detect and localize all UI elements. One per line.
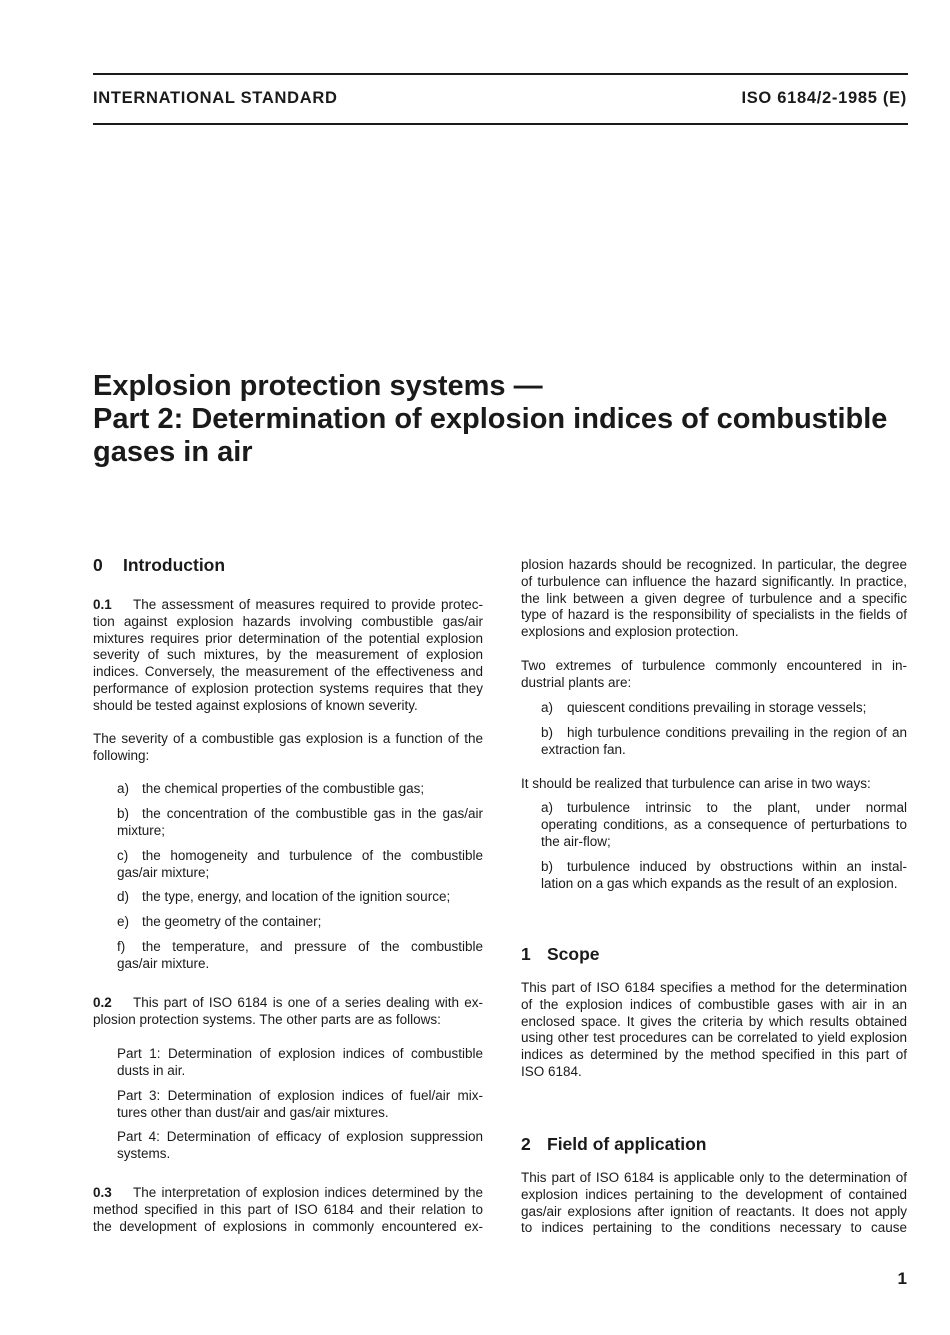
text-line (541, 817, 907, 834)
clause-number: 0.1 (93, 597, 112, 612)
text-line (93, 631, 483, 648)
line-text: The interpretation of explosion indices determined by the (133, 1185, 483, 1200)
line-text: Part 2: Determination of explosion indices of combustible (93, 403, 888, 435)
text-line (521, 1014, 907, 1031)
clause-0-3-continued (521, 557, 907, 641)
text-line (93, 995, 483, 1012)
text-line (117, 1088, 483, 1105)
line-text: quiescent conditions prevailing in storage vessels; (567, 700, 867, 715)
text-line (521, 1187, 907, 1204)
severity-factor-d (117, 889, 483, 906)
section-heading-field-of-application (521, 1134, 706, 1154)
line-text: Explosion protection systems — (93, 370, 543, 402)
header-rule-bottom (93, 123, 908, 126)
line-text: ISO 6184. (521, 1063, 582, 1079)
text-line (93, 436, 933, 469)
line-text: gas/air mixture. (117, 955, 210, 971)
line-text: should be tested against explosions of known severity. (93, 697, 418, 713)
line-text: the geometry of the container; (142, 914, 322, 929)
line-text: of the explosion indices of combustible gases with air in an (521, 996, 907, 1012)
turbulence-extreme-a (541, 700, 907, 717)
text-line (93, 614, 483, 631)
text-line (93, 731, 483, 748)
section-number: 1 (521, 944, 531, 964)
text-line (117, 956, 483, 973)
line-text: to indices pertaining to the conditions necessary to cause (521, 1220, 907, 1236)
severity-factor-b (117, 806, 483, 840)
part-reference-4 (117, 1129, 483, 1163)
line-text: severity of such mixtures, by the measurement of explosion (93, 647, 483, 663)
text-line (93, 1185, 483, 1202)
line-text: performance of explosion protection systems requires that they (93, 680, 483, 696)
text-line (521, 776, 907, 793)
turbulence-origins-paragraph (521, 776, 907, 793)
list-label: b) (117, 806, 130, 821)
line-text: The severity of a combustible gas explosion is a function of the (93, 731, 483, 746)
text-line (521, 574, 907, 591)
document-type: INTERNATIONAL STANDARD (93, 89, 338, 107)
text-line (521, 557, 907, 574)
text-line (521, 658, 907, 675)
line-text: plosion hazards should be recognized. In particular, the degree (521, 557, 907, 572)
section-title: Field of application (547, 1134, 707, 1154)
line-text: tures other than dust/air and gas/air mixtures. (117, 1104, 389, 1120)
line-text: method specified in this part of ISO 6184 and their relation to (93, 1201, 483, 1217)
severity-intro-paragraph (93, 731, 483, 765)
turbulence-extremes-paragraph (521, 658, 907, 692)
line-text: lation on a gas which expands as the result of an explosion. (541, 875, 898, 891)
text-line (117, 1046, 483, 1063)
section-heading-introduction (93, 555, 225, 575)
text-line (541, 876, 907, 893)
list-label: f) (117, 939, 126, 954)
list-label: a) (541, 800, 554, 815)
line-text: the concentration of the combustible gas in the gas/air (142, 806, 483, 821)
line-text: dusts in air. (117, 1062, 186, 1078)
text-line (93, 403, 933, 436)
text-line (521, 1047, 907, 1064)
line-text: explosion indices pertaining to the development of contained (521, 1186, 907, 1202)
text-line (117, 823, 483, 840)
scope-paragraph (521, 980, 907, 1081)
section-title: Scope (547, 944, 600, 964)
line-text: high turbulence conditions prevailing in the region of an (567, 725, 907, 740)
text-line (541, 725, 907, 742)
document-number: ISO 6184/2-1985 (E) (741, 89, 907, 107)
text-line (521, 1220, 907, 1237)
text-line (117, 889, 483, 906)
line-text: gases in air (93, 436, 253, 468)
line-text: dustrial plants are: (521, 674, 632, 690)
severity-factor-c (117, 848, 483, 882)
line-text: the development of explosions in commonly encountered ex- (93, 1218, 483, 1234)
text-line (117, 865, 483, 882)
text-line (117, 1146, 483, 1163)
text-line (521, 997, 907, 1014)
line-text: indices. Conversely, the measurement of the effectiveness and (93, 664, 483, 680)
clause-number: 0.3 (93, 1185, 112, 1200)
text-line (117, 1063, 483, 1080)
line-text: tion against explosion hazards involving combustible gas/air (93, 613, 483, 629)
text-line (117, 1129, 483, 1146)
line-text: the homogeneity and turbulence of the combustible (142, 848, 483, 863)
line-text: mixture; (117, 822, 166, 838)
clause-0-1-paragraph (93, 597, 483, 715)
line-text: the air-flow; (541, 833, 611, 849)
text-line (521, 624, 907, 641)
text-line (93, 664, 483, 681)
text-line (93, 370, 933, 403)
part-reference-3 (117, 1088, 483, 1122)
text-line (541, 700, 907, 717)
clause-0-3-paragraph (93, 1185, 483, 1235)
text-line (541, 859, 907, 876)
line-text: type of hazard is the responsibility of specialists in the fields of (521, 607, 907, 623)
line-text: extraction fan. (541, 741, 626, 757)
section-title: Introduction (123, 555, 226, 575)
text-line (117, 1105, 483, 1122)
text-line (93, 1219, 483, 1236)
severity-factor-e (117, 914, 483, 931)
part-reference-1 (117, 1046, 483, 1080)
line-text: Part 1: Determination of explosion indices of combustible (117, 1046, 483, 1061)
turbulence-origin-b (541, 859, 907, 893)
text-line (541, 742, 907, 759)
line-text: indices as determined by the method specified in this part of (521, 1047, 907, 1063)
text-line (521, 591, 907, 608)
line-text: following: (93, 747, 150, 763)
section-number: 0 (93, 555, 103, 575)
line-text: using other test procedures can be correlated to yield explosion (521, 1030, 907, 1046)
line-text: systems. (117, 1145, 171, 1161)
section-number: 2 (521, 1134, 531, 1154)
line-text: enclosed space. It gives the criteria by which results obtained (521, 1013, 907, 1029)
line-text: of turbulence can influence the hazard significantly. In practice, (521, 573, 907, 589)
line-text: the link between a given degree of turbulence and a specific (521, 590, 907, 606)
text-line (521, 980, 907, 997)
text-line (521, 1064, 907, 1081)
line-text: plosion protection systems. The other parts are as follows: (93, 1011, 441, 1027)
document-title (93, 370, 933, 469)
line-text: the type, energy, and location of the ignition source; (142, 889, 451, 904)
line-text: This part of ISO 6184 specifies a method for the determination (521, 980, 907, 995)
text-line (521, 1170, 907, 1187)
line-text: the temperature, and pressure of the combustible (142, 939, 483, 954)
clause-number: 0.2 (93, 995, 112, 1010)
text-line (93, 748, 483, 765)
line-text: gas/air mixture; (117, 864, 210, 880)
list-label: a) (117, 781, 130, 796)
line-text: turbulence intrinsic to the plant, under normal (567, 800, 907, 815)
list-label: a) (541, 700, 554, 715)
turbulence-extreme-b (541, 725, 907, 759)
list-label: c) (117, 848, 129, 863)
page-number: 1 (897, 1269, 907, 1288)
clause-0-2-paragraph (93, 995, 483, 1029)
text-line (93, 1012, 483, 1029)
text-line (93, 1202, 483, 1219)
line-text: The assessment of measures required to provide protec- (133, 597, 483, 612)
line-text: Part 3: Determination of explosion indices of fuel/air mix- (117, 1088, 483, 1103)
text-line (93, 647, 483, 664)
line-text: Part 4: Determination of efficacy of explosion suppression (117, 1129, 483, 1144)
text-line (93, 597, 483, 614)
line-text: mixtures requires prior determination of the potential explosion (93, 630, 483, 646)
list-label: b) (541, 859, 554, 874)
severity-factor-a (117, 781, 483, 798)
list-label: d) (117, 889, 130, 904)
text-line (541, 834, 907, 851)
line-text: explosions and explosion protection. (521, 624, 739, 640)
line-text: operating conditions, as a consequence of perturbations to (541, 816, 907, 832)
text-line (521, 1030, 907, 1047)
line-text: It should be realized that turbulence can arise in two ways: (521, 776, 871, 791)
text-line (117, 806, 483, 823)
text-line (521, 675, 907, 692)
text-line (521, 607, 907, 624)
text-line (521, 1204, 907, 1221)
turbulence-origin-a (541, 800, 907, 850)
line-text: the chemical properties of the combustible gas; (142, 781, 425, 796)
header-rule-top (93, 73, 908, 76)
list-label: b) (541, 725, 554, 740)
list-label: e) (117, 914, 130, 929)
text-line (117, 848, 483, 865)
text-line (117, 781, 483, 798)
field-of-application-paragraph (521, 1170, 907, 1237)
line-text: turbulence induced by obstructions within an instal- (567, 859, 907, 874)
line-text: This part of ISO 6184 is one of a series dealing with ex- (133, 995, 483, 1010)
text-line (117, 939, 483, 956)
line-text: Two extremes of turbulence commonly encountered in in- (521, 658, 907, 673)
severity-factor-f (117, 939, 483, 973)
text-line (93, 698, 483, 715)
line-text: gas/air explosions after ignition of reactants. It does not apply (521, 1203, 907, 1219)
text-line (93, 681, 483, 698)
section-heading-scope (521, 944, 600, 964)
text-line (541, 800, 907, 817)
line-text: This part of ISO 6184 is applicable only to the determination of (521, 1170, 907, 1185)
text-line (117, 914, 483, 931)
